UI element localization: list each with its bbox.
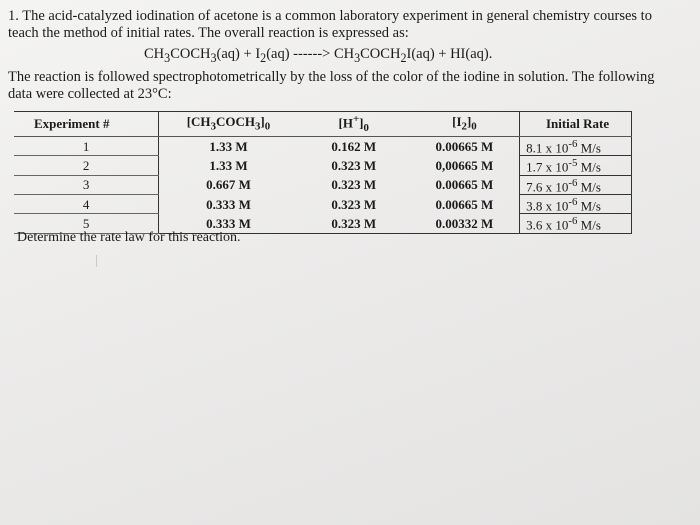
cell-acetone: 0.667 M (206, 177, 251, 193)
header-experiment: Experiment # (14, 112, 159, 137)
table-header-row (14, 112, 632, 137)
cell-acetone: 1.33 M (209, 138, 248, 154)
cell-experiment: 5 (14, 214, 159, 233)
cell-hplus: 0.323 M (331, 196, 377, 212)
rate-data-table (14, 111, 632, 234)
data-intro (8, 69, 688, 103)
table-row (14, 194, 632, 213)
cell-iodine: 0,00665 M (435, 157, 494, 173)
cell-iodine: 0.00332 M (410, 214, 520, 233)
reaction-equation: $CH_3COCH_3(aq) + I_2(aq)$ ------> $CH_3COCH_2I(aq) + HI(aq)$. (144, 46, 493, 65)
cell-iodine: 0.00665 M (435, 138, 494, 154)
header-hplus: $[H^+]_0$ (298, 112, 410, 137)
cell-hplus: 0.162 M (331, 138, 377, 154)
cell-acetone: 0.333 M (159, 214, 298, 233)
cell-hplus: 0.323 M (331, 177, 377, 193)
table-row (14, 136, 632, 155)
cell-iodine: 0.00665 M (435, 177, 494, 193)
cell-rate: 1.7 x $10^{-5}$ M/s (520, 156, 632, 175)
cell-rate: 3.8 x $10^{-6}$ M/s (520, 194, 632, 213)
cell-acetone: 0.333 M (206, 196, 251, 212)
cell-experiment: 2 (14, 156, 159, 175)
intro-line-2: data were collected at 23°C: (8, 86, 172, 102)
cell-experiment: 4 (14, 194, 159, 213)
cell-acetone: 1.33 M (209, 157, 248, 173)
cell-rate: 8.1 x $10^{-6}$ M/s (520, 136, 632, 155)
cell-hplus: 0.323 M (331, 157, 377, 173)
table-row (14, 156, 632, 175)
question-line-2: teach the method of initial rates. The overall reaction is expressed as: (8, 25, 409, 41)
question-text (8, 8, 688, 42)
cell-rate: 7.6 x $10^{-6}$ M/s (520, 175, 632, 194)
cell-experiment: 1 (14, 136, 159, 155)
rate-law-prompt: Determine the rate law for this reaction. (17, 230, 241, 245)
cell-iodine: 0.00665 M (435, 196, 494, 212)
header-iodine: $[I_2]_0$ (410, 112, 520, 137)
question-line-1: 1. The acid-catalyzed iodination of acetone is a common laboratory experiment in general chemistry courses to (8, 8, 652, 24)
header-initial-rate: Initial Rate (520, 112, 632, 137)
pen-mark (96, 255, 97, 267)
table-row (14, 175, 632, 194)
intro-line-1: The reaction is followed spectrophotometrically by the loss of the color of the iodine in solution. The following (8, 69, 655, 85)
cell-rate: 3.6 x $10^{-6}$ M/s (520, 214, 632, 233)
cell-experiment: 3 (14, 175, 159, 194)
cell-hplus: 0.323 M (298, 214, 410, 233)
header-acetone: $[CH_3COCH_3]_0$ (159, 112, 298, 137)
